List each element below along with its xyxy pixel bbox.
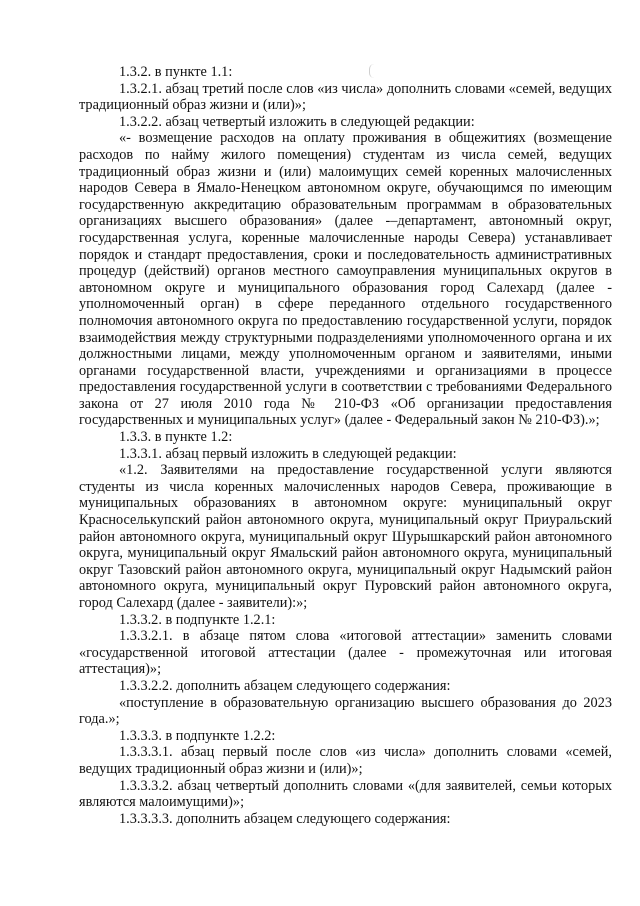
paragraph-1-3-3: 1.3.3. в пункте 1.2: [119,429,233,446]
paragraph-1-3-2-1: 1.3.2.1. абзац третий после слов «из числа» дополнить словами «семей, ведущих традиционный образ жизни и (или)»; [79,80,612,114]
paragraph-1-3-3-2: 1.3.3.2. в подпункте 1.2.1: [119,611,276,628]
paragraph-1-3-2-2: 1.3.2.2. абзац четвертый изложить в следующей редакции: [119,113,475,130]
paragraph-1-3-2: 1.3.2. в пункте 1.1: [119,64,233,80]
paragraph-quote-admission: «поступление в образовательную организацию высшего образования до 2023 года.»; [79,694,612,728]
paragraph-quote-applicants: «1.2. Заявителями на предоставление государственной услуги являются студенты из числа коренных малочисленных народов Севера, проживающие в муниципальных образованиях в автономном округе: муниципальный округ Красноселькупский район автономного округа, муниципальный округ Приуральский район автономного округа, муниципальный округ Шурышкарский район автономного округа, муниципальный округ Ямальский район автономного округа, муниципальный округ Тазовский район автономного округа, муниципальный округ Надымский район автономного округа, муниципальный округ Пуровский район автономного округа, город Салехард (далее - заявители):»; [79,462,612,611]
paragraph-quote-compensation: «- возмещение расходов на оплату проживания в общежитиях (возмещение расходов по найму жилого помещения) студентам из числа семей, ведущих традиционный образ жизни и (или) малоимущих семей коренных малочисленных народов Севера в Ямало-Ненецком автономном округе, обучающимся по имеющим государственную аккредитацию образовательным программам в образовательных организациях высшего образования» (далее -–департамент, автономный округ, государственная услуга, коренные малочисленные народы Севера) устанавливает порядок и стандарт предоставления, сроки и последовательность административных процедур (действий) органов местного самоуправления муниципальных округов в автономном округе и муниципального образования город Салехард (далее - уполномоченный орган) в сфере переданного отдельного государственного полномочия автономного округа по предоставлению государственной услуги, порядок взаимодействия между структурными подразделениями уполномоченного органа и их должностными лицами, между уполномоченным органом и заявителями, иными органами государственной власти, учреждениями и организациями в процессе предоставления государственной услуги в соответствии с требованиями Федерального закона от 27 июля 2010 года № 210-ФЗ «Об организации предоставления государственных и муниципальных услуг» (далее - Федеральный закон № 210-ФЗ).»; [79,130,612,429]
paragraph-1-3-3-3: 1.3.3.3. в подпункте 1.2.2: [119,727,276,744]
paragraph-1-3-3-2-1: 1.3.3.2.1. в абзаце пятом слова «итоговой аттестации» заменить словами «государственной итоговой аттестации (далее - промежуточная или итоговая аттестация)»; [79,628,612,678]
paragraph-1-3-3-2-2: 1.3.3.2.2. дополнить абзацем следующего содержания: [119,677,451,694]
document-body [79,64,612,827]
paragraph-1-3-3-1: 1.3.3.1. абзац первый изложить в следующей редакции: [119,445,457,462]
paragraph-1-3-3-3-2: 1.3.3.3.2. абзац четвертый дополнить словами «(для заявителей, семьи которых являются малоимущими)»; [79,777,612,811]
paragraph-1-3-3-3-1: 1.3.3.3.1. абзац первый после слов «из числа» дополнить словами «семей, ведущих традиционный образ жизни и (или)»; [79,744,612,777]
paragraph-1-3-3-3-3: 1.3.3.3.3. дополнить абзацем следующего содержания: [119,810,451,827]
